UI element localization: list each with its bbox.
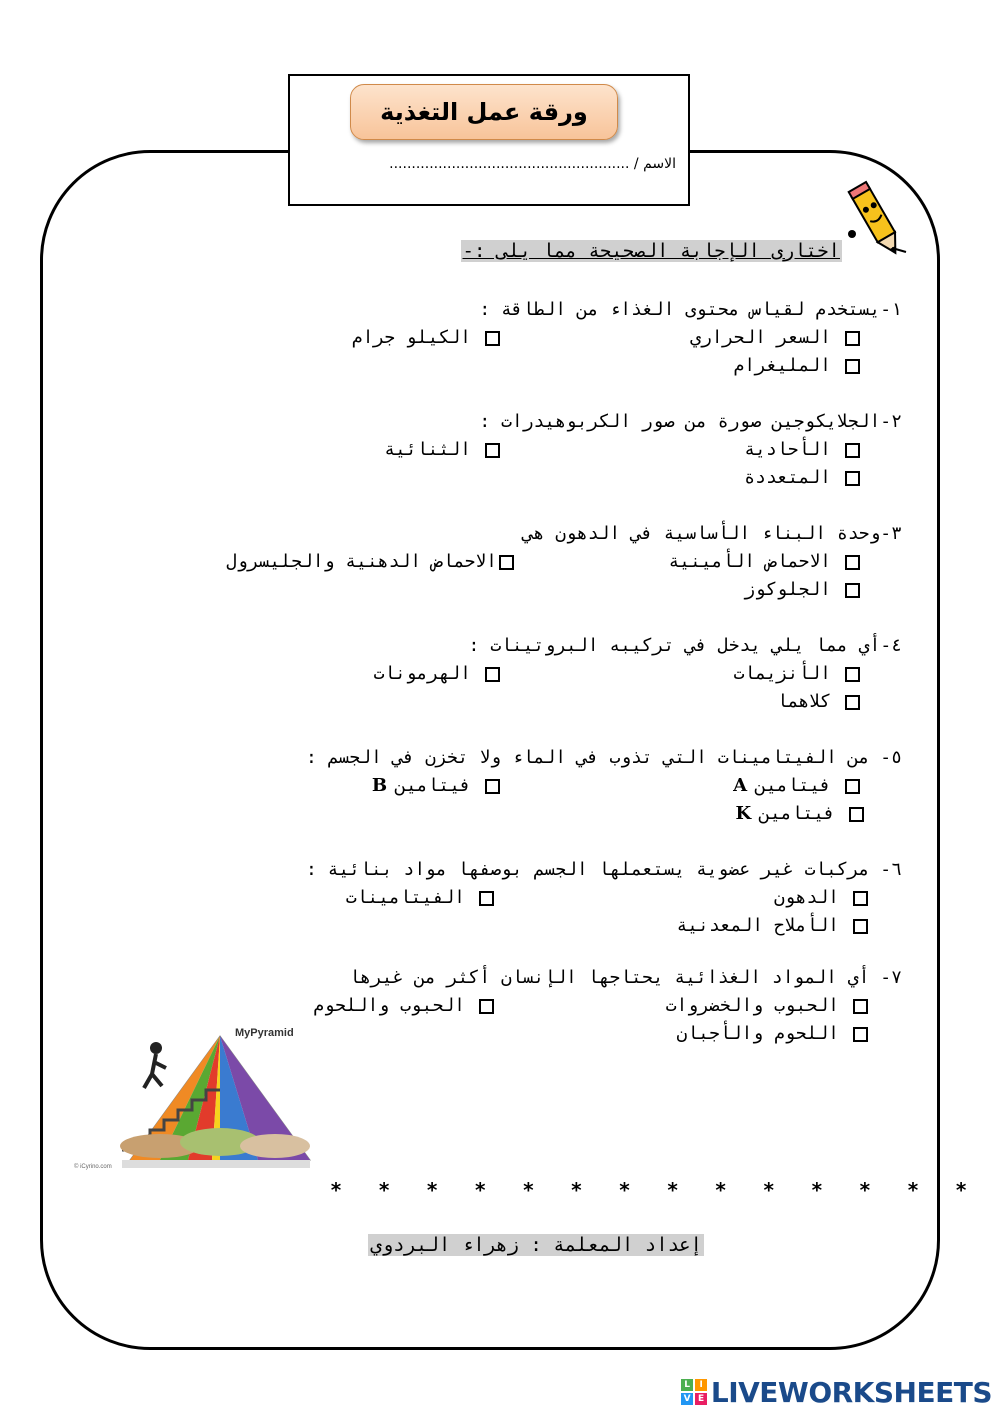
option-5c[interactable] <box>735 800 864 828</box>
option-label: المليغرام <box>733 355 831 376</box>
option-5b[interactable] <box>372 772 500 800</box>
option-4c[interactable] <box>777 688 860 716</box>
pencil-mascot-icon <box>842 178 912 268</box>
teacher-credit: إعداد المعلمة : زهراء البردوي <box>370 1234 702 1256</box>
option-label: الدهون <box>773 887 839 908</box>
checkbox[interactable] <box>479 891 494 906</box>
pyramid-credit: © iCyrino.com <box>74 1164 112 1170</box>
pyramid-label: MyPyramid <box>235 1027 294 1039</box>
option-4a[interactable] <box>733 660 860 688</box>
worksheet-title: ورقة عمل التغذية <box>350 84 618 140</box>
question-7 <box>102 964 902 992</box>
name-label: الاسم / <box>633 156 676 172</box>
option-label: فيتامين <box>395 775 471 796</box>
option-label: الاحماض الأمينية <box>668 551 831 572</box>
option-label: الجلوكوز <box>744 579 831 600</box>
name-line <box>389 156 676 172</box>
option-1a[interactable] <box>690 324 860 352</box>
checkbox[interactable] <box>845 555 860 570</box>
brand-name: LIVEWORKSHEETS <box>710 1375 992 1409</box>
option-7b[interactable] <box>313 992 494 1020</box>
option-6a[interactable] <box>774 884 868 912</box>
question-text: ٤-أي مما يلي يدخل في تركيبه البروتينات : <box>468 635 902 656</box>
checkbox[interactable] <box>853 999 868 1014</box>
checkbox[interactable] <box>845 779 860 794</box>
checkbox[interactable] <box>845 667 860 682</box>
liveworksheets-brand[interactable] <box>681 1375 992 1409</box>
question-4 <box>102 632 902 660</box>
option-label: السعر الحراري <box>690 327 831 348</box>
question-text: ٥- من الفيتامينات التي تذوب في الماء ولا تخزن في الجسم : <box>305 747 902 768</box>
checkbox[interactable] <box>845 583 860 598</box>
star-divider: * * * * * * * * * * * * * * <box>330 1178 980 1202</box>
option-1b[interactable] <box>352 324 500 352</box>
option-label: كلاهما <box>776 691 831 712</box>
option-6b[interactable] <box>346 884 494 912</box>
vitamin-letter: B <box>371 775 388 796</box>
question-text: ١-يستخدم لقياس محتوى الغذاء من الطاقة : <box>479 299 902 320</box>
checkbox[interactable] <box>853 1027 868 1042</box>
option-label: الحبوب والخضروات <box>665 995 839 1016</box>
question-text: ٣-وحدة البناء الأساسية في الدهون هي <box>522 523 902 544</box>
instructions: اختارى الإجابة الصحيحة مما يلى :- <box>462 240 840 262</box>
option-label: الثنائية <box>384 439 471 460</box>
option-label: المتعددة <box>744 467 831 488</box>
option-7a[interactable] <box>666 992 868 1020</box>
option-5a[interactable] <box>733 772 860 800</box>
food-pyramid-image <box>70 1022 348 1172</box>
checkbox[interactable] <box>845 331 860 346</box>
question-1 <box>102 296 902 324</box>
option-2a[interactable] <box>744 436 860 464</box>
option-label: الهرمونات <box>373 663 471 684</box>
checkbox[interactable] <box>845 359 860 374</box>
option-label: الأنزيمات <box>733 663 831 684</box>
checkbox[interactable] <box>845 443 860 458</box>
option-2c[interactable] <box>744 464 860 492</box>
checkbox[interactable] <box>849 807 864 822</box>
question-3 <box>102 520 902 548</box>
option-label: الكيلو جرام <box>351 327 471 348</box>
checkbox[interactable] <box>485 331 500 346</box>
option-label: فيتامين <box>755 775 831 796</box>
option-label: فيتامين <box>759 803 835 824</box>
option-4b[interactable] <box>373 660 500 688</box>
brand-logo-icon: L I V E <box>681 1379 707 1405</box>
option-label: الفيتامينات <box>345 887 465 908</box>
option-label: اللحوم والأجبان <box>676 1023 839 1044</box>
option-label: الأحادية <box>744 439 831 460</box>
option-7c[interactable] <box>676 1020 868 1048</box>
option-3c[interactable] <box>744 576 860 604</box>
checkbox[interactable] <box>853 891 868 906</box>
question-text: ٧- أي المواد الغذائية يحتاجها الإنسان أكثر من غيرها <box>349 967 902 988</box>
checkbox[interactable] <box>485 779 500 794</box>
checkbox[interactable] <box>479 999 494 1014</box>
option-label: الاحماض الدهنية والجليسرول <box>226 551 497 572</box>
option-1c[interactable] <box>733 352 860 380</box>
vitamin-letter: A <box>733 775 748 796</box>
option-2b[interactable] <box>384 436 500 464</box>
option-3b[interactable] <box>226 548 514 576</box>
question-6 <box>102 856 902 884</box>
checkbox[interactable] <box>853 919 868 934</box>
vitamin-letter: K <box>735 803 752 824</box>
question-text: ٦- مركبات غير عضوية يستعملها الجسم بوصفها مواد بنائية : <box>305 859 902 880</box>
checkbox[interactable] <box>845 471 860 486</box>
checkbox[interactable] <box>485 667 500 682</box>
option-label: الأملاح المعدنية <box>676 915 839 936</box>
title-box <box>288 74 690 206</box>
question-2 <box>102 408 902 436</box>
checkbox[interactable] <box>485 443 500 458</box>
question-text: ٢-الجلايكوجين صورة من صور الكربوهيدرات : <box>479 411 902 432</box>
checkbox[interactable] <box>845 695 860 710</box>
option-label: الحبوب واللحوم <box>313 995 465 1016</box>
option-3a[interactable] <box>668 548 860 576</box>
question-5 <box>102 744 902 772</box>
checkbox[interactable] <box>499 555 514 570</box>
name-field[interactable]: ...................................................... <box>389 156 630 172</box>
option-6c[interactable] <box>676 912 868 940</box>
